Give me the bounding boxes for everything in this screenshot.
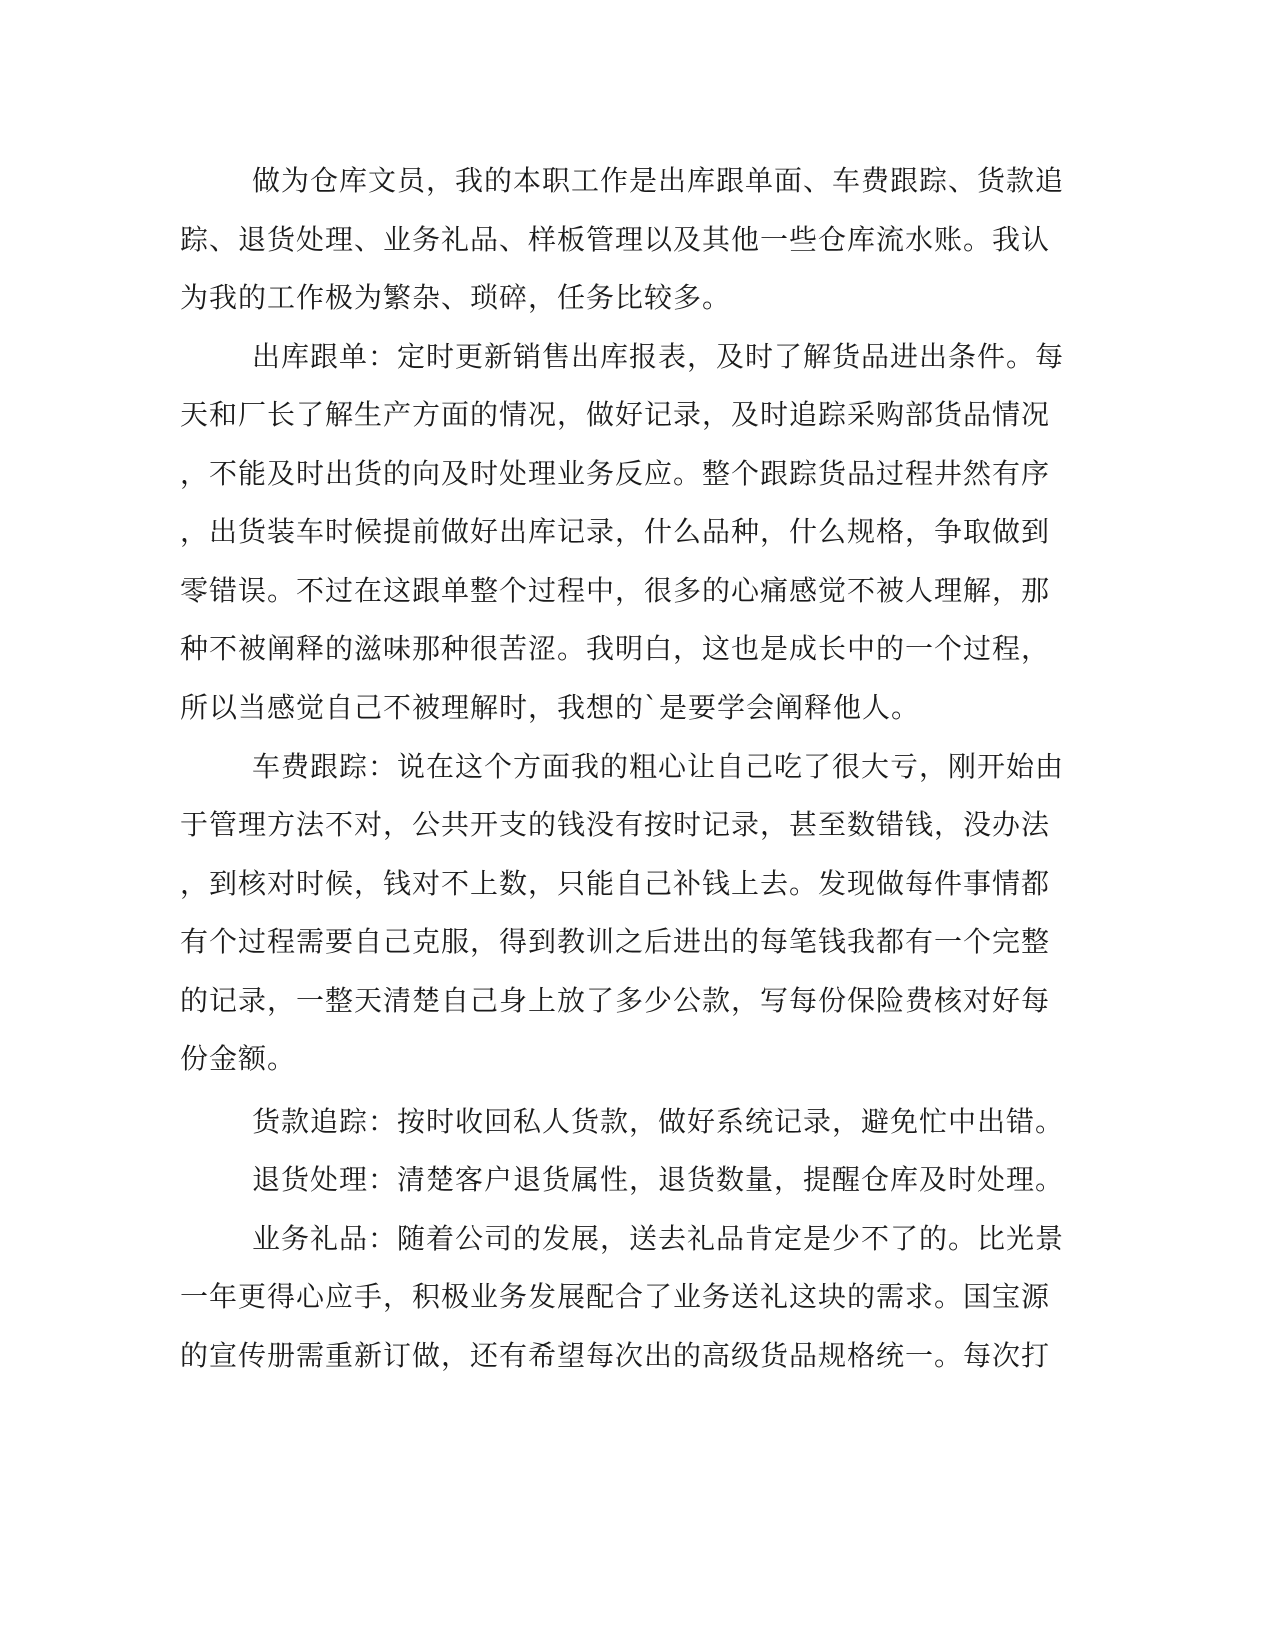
paragraph-line: 有个过程需要自己克服，得到教训之后进出的每笔钱我都有一个完整 (180, 925, 1051, 958)
paragraph-line: 一年更得心应手，积极业务发展配合了业务送礼这块的需求。国宝源 (180, 1280, 1051, 1313)
paragraph-line: 天和厂长了解生产方面的情况，做好记录，及时追踪采购部货品情况 (180, 398, 1051, 431)
paragraph-line: ，到核对时候，钱对不上数，只能自己补钱上去。发现做每件事情都 (180, 867, 1051, 900)
paragraph-line: 零错误。不过在这跟单整个过程中，很多的心痛感觉不被人理解，那 (180, 574, 1051, 607)
paragraph-line: 车费跟踪：说在这个方面我的粗心让自己吃了很大亏，刚开始由 (252, 750, 1065, 783)
paragraph-line: 种不被阐释的滋味那种很苦涩。我明白，这也是成长中的一个过程， (180, 632, 1051, 665)
paragraph-line: 出库跟单：定时更新销售出库报表，及时了解货品进出条件。每 (252, 340, 1065, 373)
paragraph-line: 所以当感觉自己不被理解时，我想的`是要学会阐释他人。 (180, 691, 921, 724)
paragraph-line: 的记录，一整天清楚自己身上放了多少公款，写每份保险费核对好每 (180, 984, 1051, 1017)
paragraph-line: 做为仓库文员，我的本职工作是出库跟单面、车费跟踪、货款追 (252, 164, 1065, 197)
paragraph-line: 份金额。 (180, 1042, 297, 1075)
paragraph-line: 退货处理：清楚客户退货属性，退货数量，提醒仓库及时处理。 (252, 1163, 1065, 1196)
paragraph-line: 为我的工作极为繁杂、琐碎，任务比较多。 (180, 281, 732, 314)
paragraph-line: 于管理方法不对，公共开支的钱没有按时记录，甚至数错钱，没办法 (180, 808, 1051, 841)
paragraph-line: ，不能及时出货的向及时处理业务反应。整个跟踪货品过程井然有序 (180, 457, 1051, 490)
paragraph-line: 货款追踪：按时收回私人货款，做好系统记录，避免忙中出错。 (252, 1105, 1065, 1138)
paragraph-line: ，出货装车时候提前做好出库记录，什么品种，什么规格，争取做到 (180, 515, 1051, 548)
paragraph-line: 踪、退货处理、业务礼品、样板管理以及其他一些仓库流水账。我认 (180, 223, 1051, 256)
paragraph-line: 业务礼品：随着公司的发展，送去礼品肯定是少不了的。比光景 (252, 1222, 1065, 1255)
paragraph-line: 的宣传册需重新订做，还有希望每次出的高级货品规格统一。每次打 (180, 1339, 1051, 1372)
